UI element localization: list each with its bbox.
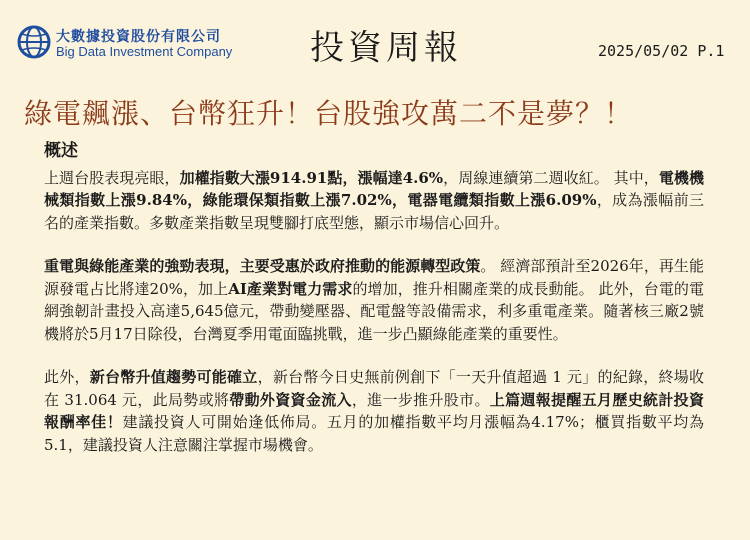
text-span: ，新台幣今日史無前例創下「一天升值超過 1 元」的紀錄，終場收在 31.064 元，此局勢或將 (44, 368, 704, 409)
company-name-en: Big Data Investment Company (56, 44, 233, 59)
bold-text: 電機機械類指數上漲9.84%，綠能環保類指數上漲7.02%，電器電纜類指數上漲6.09% (44, 168, 704, 209)
bold-text: 加權指數大漲914.91點，漲幅達4.6% (179, 168, 444, 187)
report-title: 投資周報 (310, 28, 462, 68)
text-span: 的增加，推升相關產業的成長動能。 此外，台電的電網強韌計畫投入高達5,645億元，帶動變壓器、配電盤等設備需求，利多重電產業。隨著核三廠2號機將於5月17日除役，台灣夏季用電面臨挑戰，進一步凸顯綠能產業的重要性。 (44, 279, 705, 343)
bold-text: 帶動外資資金流入 (229, 390, 352, 409)
text-span: 上週台股表現亮眼， (44, 168, 180, 187)
company-logo (16, 24, 256, 64)
paragraph-currency (44, 366, 704, 456)
text-span: 此外， (44, 368, 90, 386)
bold-text: AI產業對電力需求 (228, 279, 353, 298)
text-span: 。 經濟部預計至2026年，再生能源發電占比將達20%，加上 (44, 257, 704, 298)
bold-text: 新台幣升值趨勢可能確立 (89, 368, 258, 386)
text-span: 建議投資人可開始逢低佈局。五月的加權指數平均月漲幅為4.17%；櫃買指數平均為5.1，建議投資人注意關注掌握市場機會。 (44, 413, 704, 454)
report-date-page: 2025/05/02 P.1 (598, 42, 725, 60)
text-span: ，進一步推升股市。 (351, 390, 490, 409)
text-span: ，周線連續第二週收紅。 其中， (443, 168, 659, 187)
text-span: ，成為漲幅前三名的產業指數。多數產業指數呈現雙腳打底型態，顯示市場信心回升。 (44, 191, 704, 232)
headline: 綠電飆漲、台幣狂升！台股強攻萬二不是夢？！ (24, 97, 634, 130)
paragraph-overview (44, 167, 704, 235)
company-name-cn: 大數據投資股份有限公司 (56, 29, 221, 45)
report-header (0, 0, 750, 90)
globe-logo-icon (16, 24, 52, 60)
bold-text: 上篇週報提醒五月歷史統計投資報酬率佳！ (44, 390, 704, 431)
section-title: 概述 (44, 141, 78, 161)
bold-text: 重電與綠能產業的強勁表現，主要受惠於政府推動的能源轉型政策 (44, 257, 481, 275)
paragraph-energy (44, 255, 704, 345)
report-body (44, 140, 704, 456)
